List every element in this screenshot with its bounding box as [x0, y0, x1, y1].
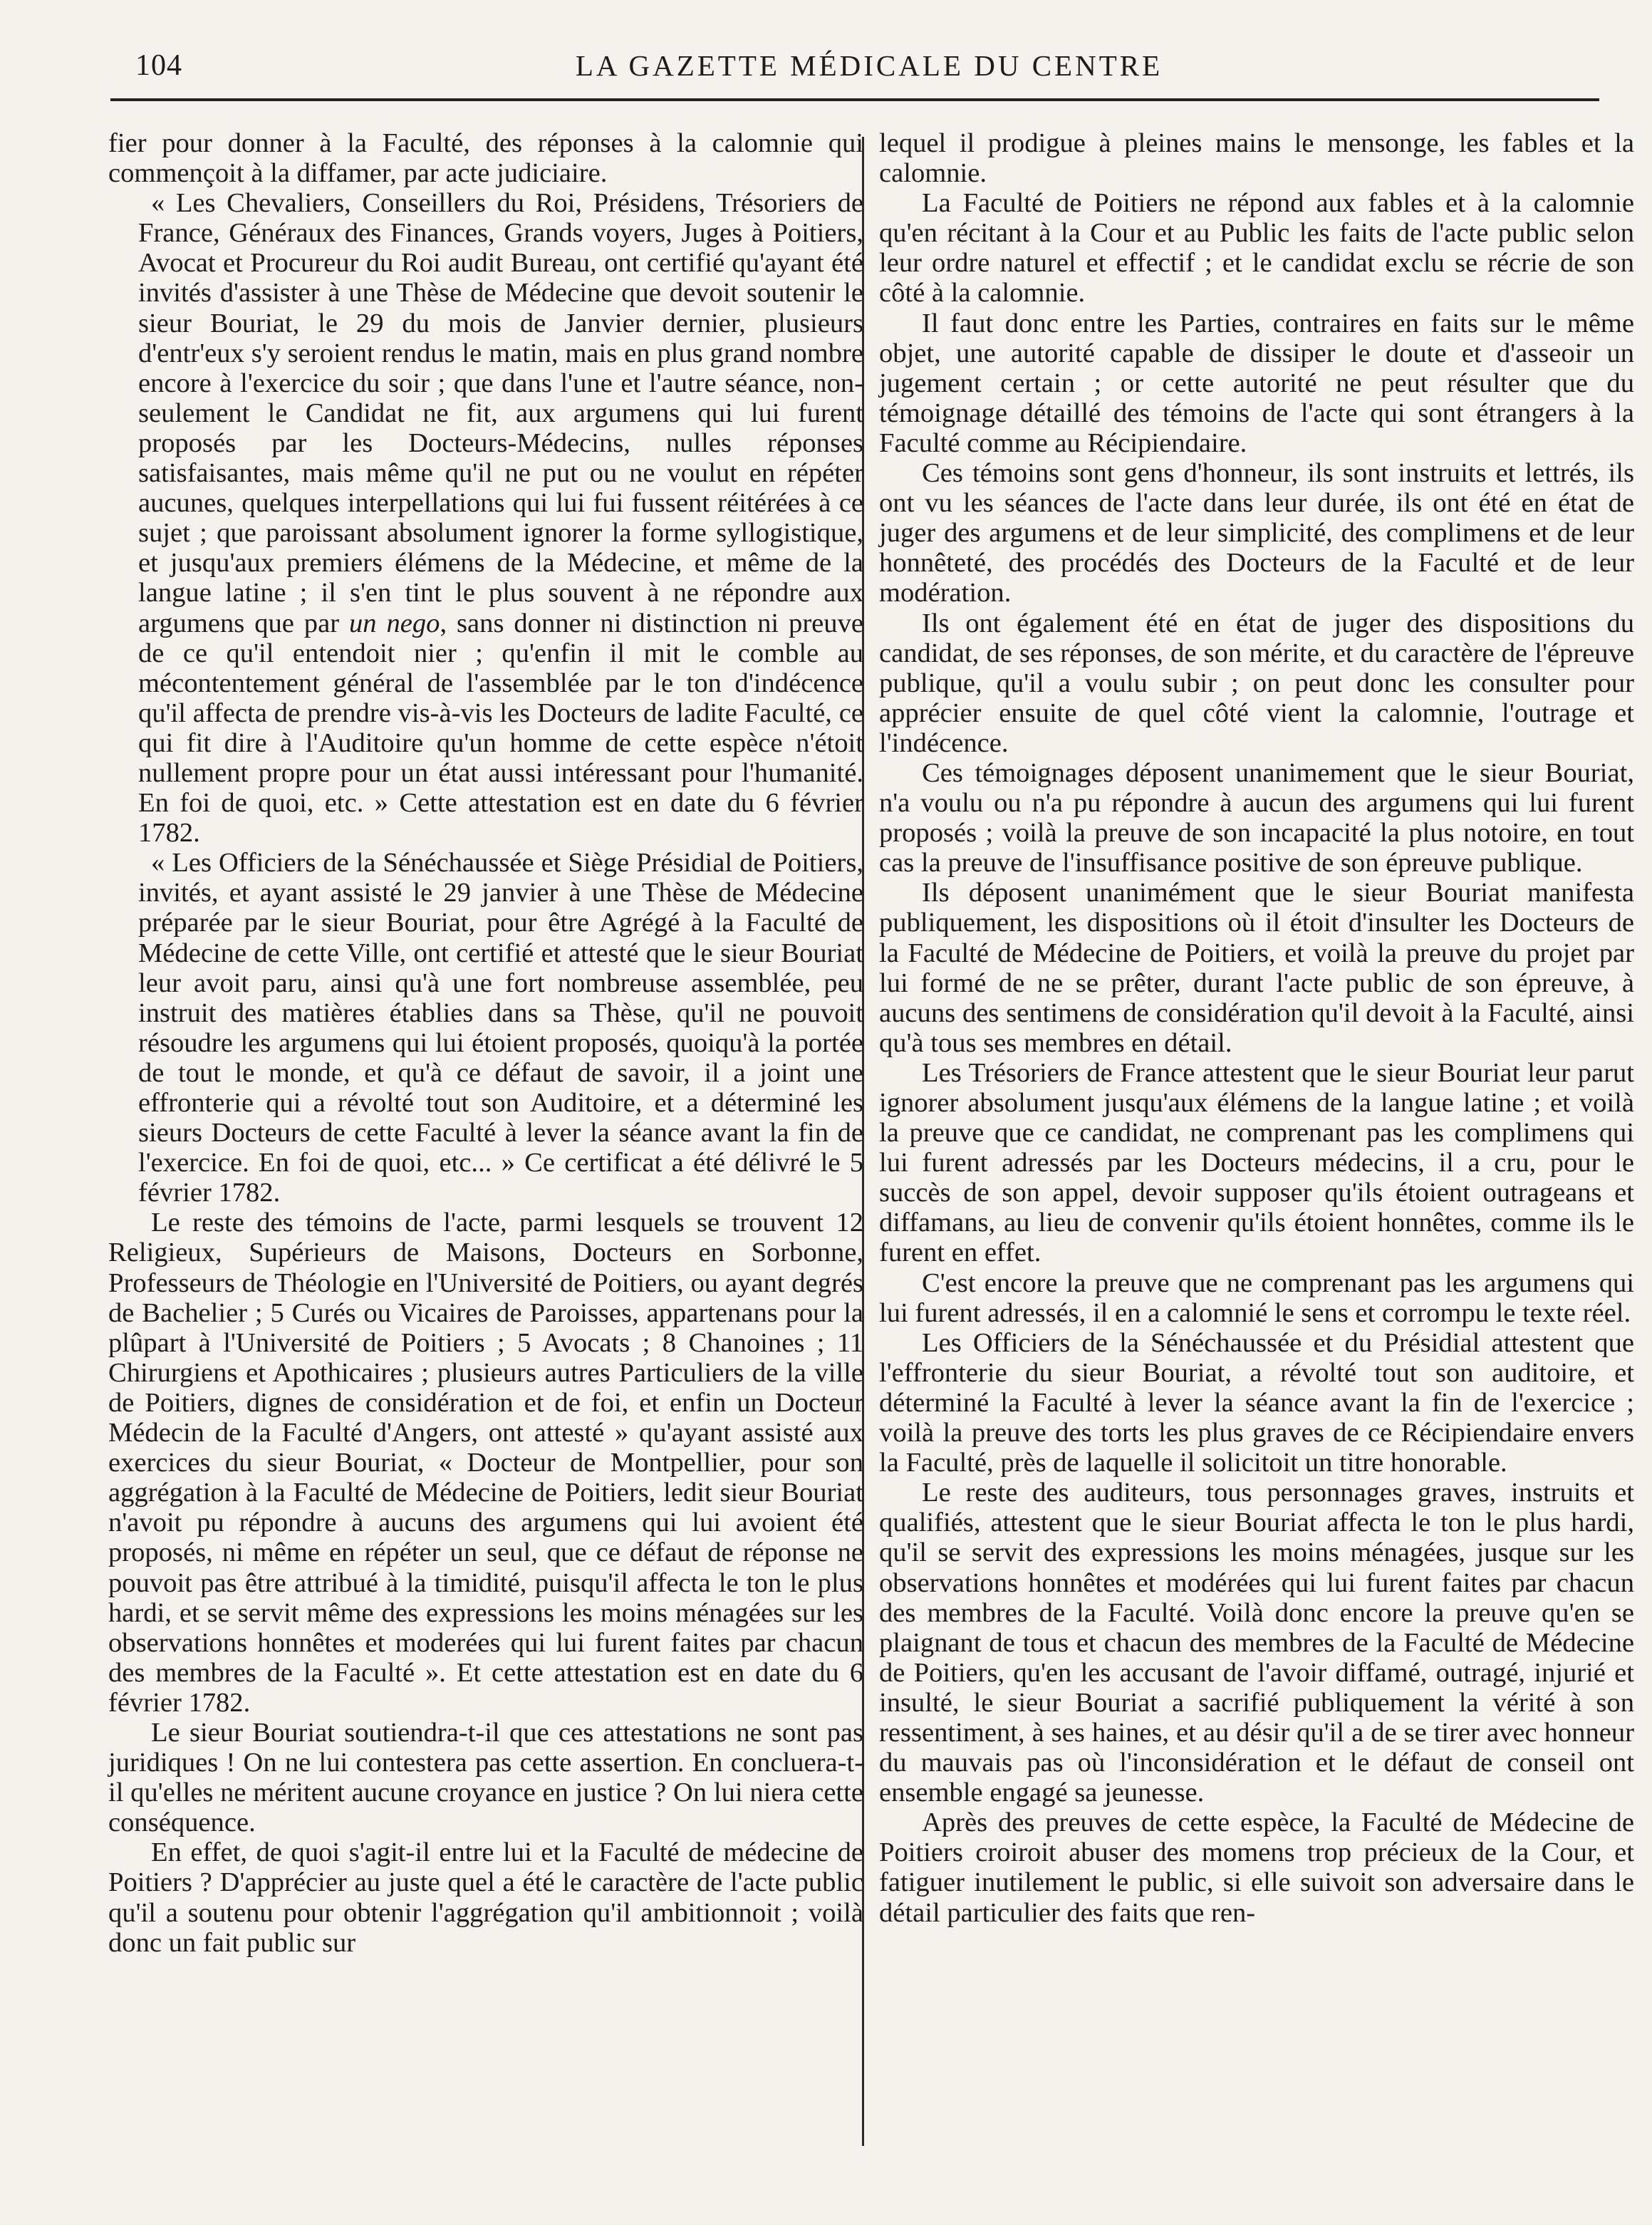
emphasis: un nego [348, 608, 440, 638]
paragraph: Après des preuves de cette espèce, la Faculté de Médecine de Poitiers croiroit abuser des momens trop précieux de la Cour, et fatiguer inutilement le public, si elle suivoit son adversaire dans le détail particulier des faits que ren- [879, 1808, 1634, 1928]
header-rule [110, 98, 1599, 101]
quoted-attestation-senechaussee: « Les Officiers de la Sénéchaussée et Siège Présidial de Poitiers, invités, et ayant assisté le 29 janvier à une Thèse de Médecine préparée par le sieur Bouriat, pour être Agrégé à la Faculté de Médecine de cette Ville, ont certifié et attesté que le sieur Bouriat leur avoit paru, ainsi qu'à une fort nombreuse assemblée, peu instruit des matières établies dans sa Thèse, qu'il ne pouvoit résoudre les argumens qui lui étoient proposés, quoiqu'à la portée de tout le monde, et qu'à ce défaut de savoir, il a joint une effronterie qui a révolté tout son Auditoire, et a déterminé les sieurs Docteurs de cette Faculté à lever la séance avant la fin de l'exercice. En foi de quoi, etc... » Ce certificat a été délivré le 5 février 1782. [138, 848, 863, 1208]
journal-title: LA GAZETTE MÉDICALE DU CENTRE [575, 49, 1163, 82]
paragraph: C'est encore la preuve que ne comprenant pas les argumens qui lui furent adressés, il en a calomnié le sens et corrompu le texte réel. [879, 1267, 1634, 1328]
quoted-attestation-tresoriers: « Les Chevaliers, Conseillers du Roi, Présidens, Trésoriers de France, Généraux des Finances, Grands voyers, Juges à Poitiers, Avocat et Procureur du Roi audit Bureau, ont certifié qu'ayant été invités d'assister à une Thèse de Médecine que devoit soutenir le sieur Bouriat, le 29 du mois de Janvier dernier, plusieurs d'entr'eux s'y seroient rendus le matin, mais en plus grand nombre encore à l'exercice du soir ; que dans l'une et l'autre séance, non-seulement le Candidat ne fit, aux argumens qui lui furent proposés par les Docteurs-Médecins, nulles réponses satisfaisantes, mais même qu'il ne put ou ne voulut en répéter aucunes, quelques interpellations qui lui fui fussent réitérées à ce sujet ; que paroissant absolument ignorer la forme syllogistique, et jusqu'aux premiers élémens de la Médecine, et même de la langue latine ; il s'en tint le plus souvent à ne répondre aux argumens que par un nego, sans donner ni distinction ni preuve de ce qu'il entendoit nier ; qu'enfin il mit le comble au mécontentement général de l'assemblée par le ton d'indécence qu'il affecta de prendre vis-à-vis les Docteurs de ladite Faculté, ce qui fit dire à l'Auditoire qu'un homme de cette espèce n'étoit nullement propre pour un état aussi intéressant pour l'humanité. En foi de quoi, etc. » Cette attestation est en date du 6 février 1782. [138, 188, 863, 849]
paragraph: La Faculté de Poitiers ne répond aux fables et à la calomnie qu'en récitant à la Cour et au Public les faits de l'acte public selon leur ordre naturel et effectif ; et le candidat exclu se récrie de son côté à la calomnie. [879, 188, 1634, 308]
paragraph: Ces témoins sont gens d'honneur, ils sont instruits et lettrés, ils ont vu les séances de l'acte dans leur durée, ils ont été en état de juger des argumens et de leur simplicité, des complimens et de leur honnêteté, des procédés des Docteurs de la Faculté et de leur modération. [879, 458, 1634, 608]
paragraph: Ils ont également été en état de juger des dispositions du candidat, de ses réponses, de son mérite, et du caractère de l'épreuve publique, qu'il a voulu subir ; on peut donc les consulter pour apprécier ensuite de quel côté vient la calomnie, l'outrage et l'indécence. [879, 608, 1634, 758]
paragraph: Les Officiers de la Sénéchaussée et du Présidial attestent que l'effronterie du sieur Bouriat, a révolté tout son auditoire, et déterminé la Faculté à lever la séance avant la fin de l'exercice ; voilà la preuve des torts les plus graves de ce Récipiendaire envers la Faculté, près de laquelle il solicitoit un titre honorable. [879, 1327, 1634, 1478]
paragraph: Le reste des auditeurs, tous personnages graves, instruits et qualifiés, attestent que le sieur Bouriat affecta le ton le plus hardi, qu'il se servit des expressions les moins ménagées, jusque sur les observations honnêtes et modérées qui lui furent faites par chacun des membres de la Faculté. Voilà donc encore la preuve qu'en se plaignant de tous et chacun des membres de la Faculté de Médecine de Poitiers, qu'en les accusant de l'avoir diffamé, outragé, injurié et insulté, le sieur Bouriat a sacrifié publiquement la vérité à son ressentiment, à ses haines, et au désir qu'il a de se tirer avec honneur du mauvais pas où l'inconsidération et le défaut de conseil ont ensemble engagé sa jeunesse. [879, 1478, 1634, 1808]
paragraph: Ces témoignages déposent unanimement que le sieur Bouriat, n'a voulu ou n'a pu répondre à aucun des argumens qui lui furent proposés ; voilà la preuve de son incapacité la plus notoire, en tout cas la preuve de l'insuffisance positive de son épreuve publique. [879, 757, 1634, 878]
paragraph: Le reste des témoins de l'acte, parmi lesquels se trouvent 12 Religieux, Supérieurs de Maisons, Docteurs en Sorbonne, Professeurs de Théologie en l'Université de Poitiers, ou ayant degrés de Bachelier ; 5 Curés ou Vicaires de Paroisses, appartenans pour la plûpart à l'Université de Poitiers ; 5 Avocats ; 8 Chanoines ; 11 Chirurgiens et Apothicaires ; plusieurs autres Particuliers de la ville de Poitiers, dignes de considération et de foi, et enfin un Docteur Médecin de la Faculté d'Angers, ont attesté » qu'ayant assisté aux exercices du sieur Bouriat, « Docteur de Montpellier, pour son aggrégation à la Faculté de Médecine de Poitiers, ledit sieur Bouriat n'avoit pu répondre à aucuns des argumens qui lui avoient été proposés, ni même en répéter un seul, que ce défaut de réponse ne pouvoit pas être attribué à la timidité, puisqu'il affecta le ton le plus hardi, et se servit même des expressions les moins ménagées sur les observations honnêtes et moderées qui lui furent faites par chacun des membres de la Faculté ». Et cette attestation est en date du 6 février 1782. [108, 1208, 863, 1718]
paragraph: lequel il prodigue à pleines mains le mensonge, les fables et la calomnie. [879, 128, 1634, 189]
paragraph: fier pour donner à la Faculté, des réponses à la calomnie qui commençoit à la diffamer, par acte judiciaire. [108, 128, 863, 189]
paragraph: En effet, de quoi s'agit-il entre lui et la Faculté de médecine de Poitiers ? D'apprécier au juste quel a été le caractère de l'acte public qu'il a soutenu pour obtenir l'aggrégation qu'il ambitionnoit ; voilà donc un fait public sur [108, 1837, 863, 1958]
paragraph: Il faut donc entre les Parties, contraires en faits sur le même objet, une autorité capable de dissiper le doute et d'asseoir un jugement certain ; or cette autorité ne peut résulter que du témoignage détaillé des témoins de l'acte qui sont étrangers à la Faculté comme au Récipiendaire. [879, 308, 1634, 458]
page-header [135, 48, 1603, 91]
right-column [879, 128, 1634, 1928]
paragraph: Les Trésoriers de France attestent que le sieur Bouriat leur parut ignorer absolument jusqu'aux élémens de la langue latine ; et voilà la preuve que ce candidat, ne comprenant pas les complimens qui lui furent adressés par les Docteurs médecins, il a cru, pour le succès de son appel, devoir supposer qu'ils étoient outrageans et diffamans, au lieu de convenir qu'ils étoient honnêtes, comme ils le furent en effet. [879, 1057, 1634, 1268]
paragraph: Ils déposent unanimément que le sieur Bouriat manifesta publiquement, les dispositions où il étoit d'insulter les Docteurs de la Faculté de Médecine de Poitiers, et voilà la preuve du projet par lui formé de ne se prêter, durant l'acte public de son épreuve, à aucuns des sentimens de considération qu'il devoit à la Faculté, ainsi qu'à tous ses membres en détail. [879, 878, 1634, 1058]
left-column [108, 128, 863, 1958]
paragraph: Le sieur Bouriat soutiendra-t-il que ces attestations ne sont pas juridiques ! On ne lui contestera pas cette assertion. En concluera-t-il qu'elles ne méritent aucune croyance en justice ? On lui niera cette conséquence. [108, 1717, 863, 1838]
page-number: 104 [135, 49, 182, 82]
